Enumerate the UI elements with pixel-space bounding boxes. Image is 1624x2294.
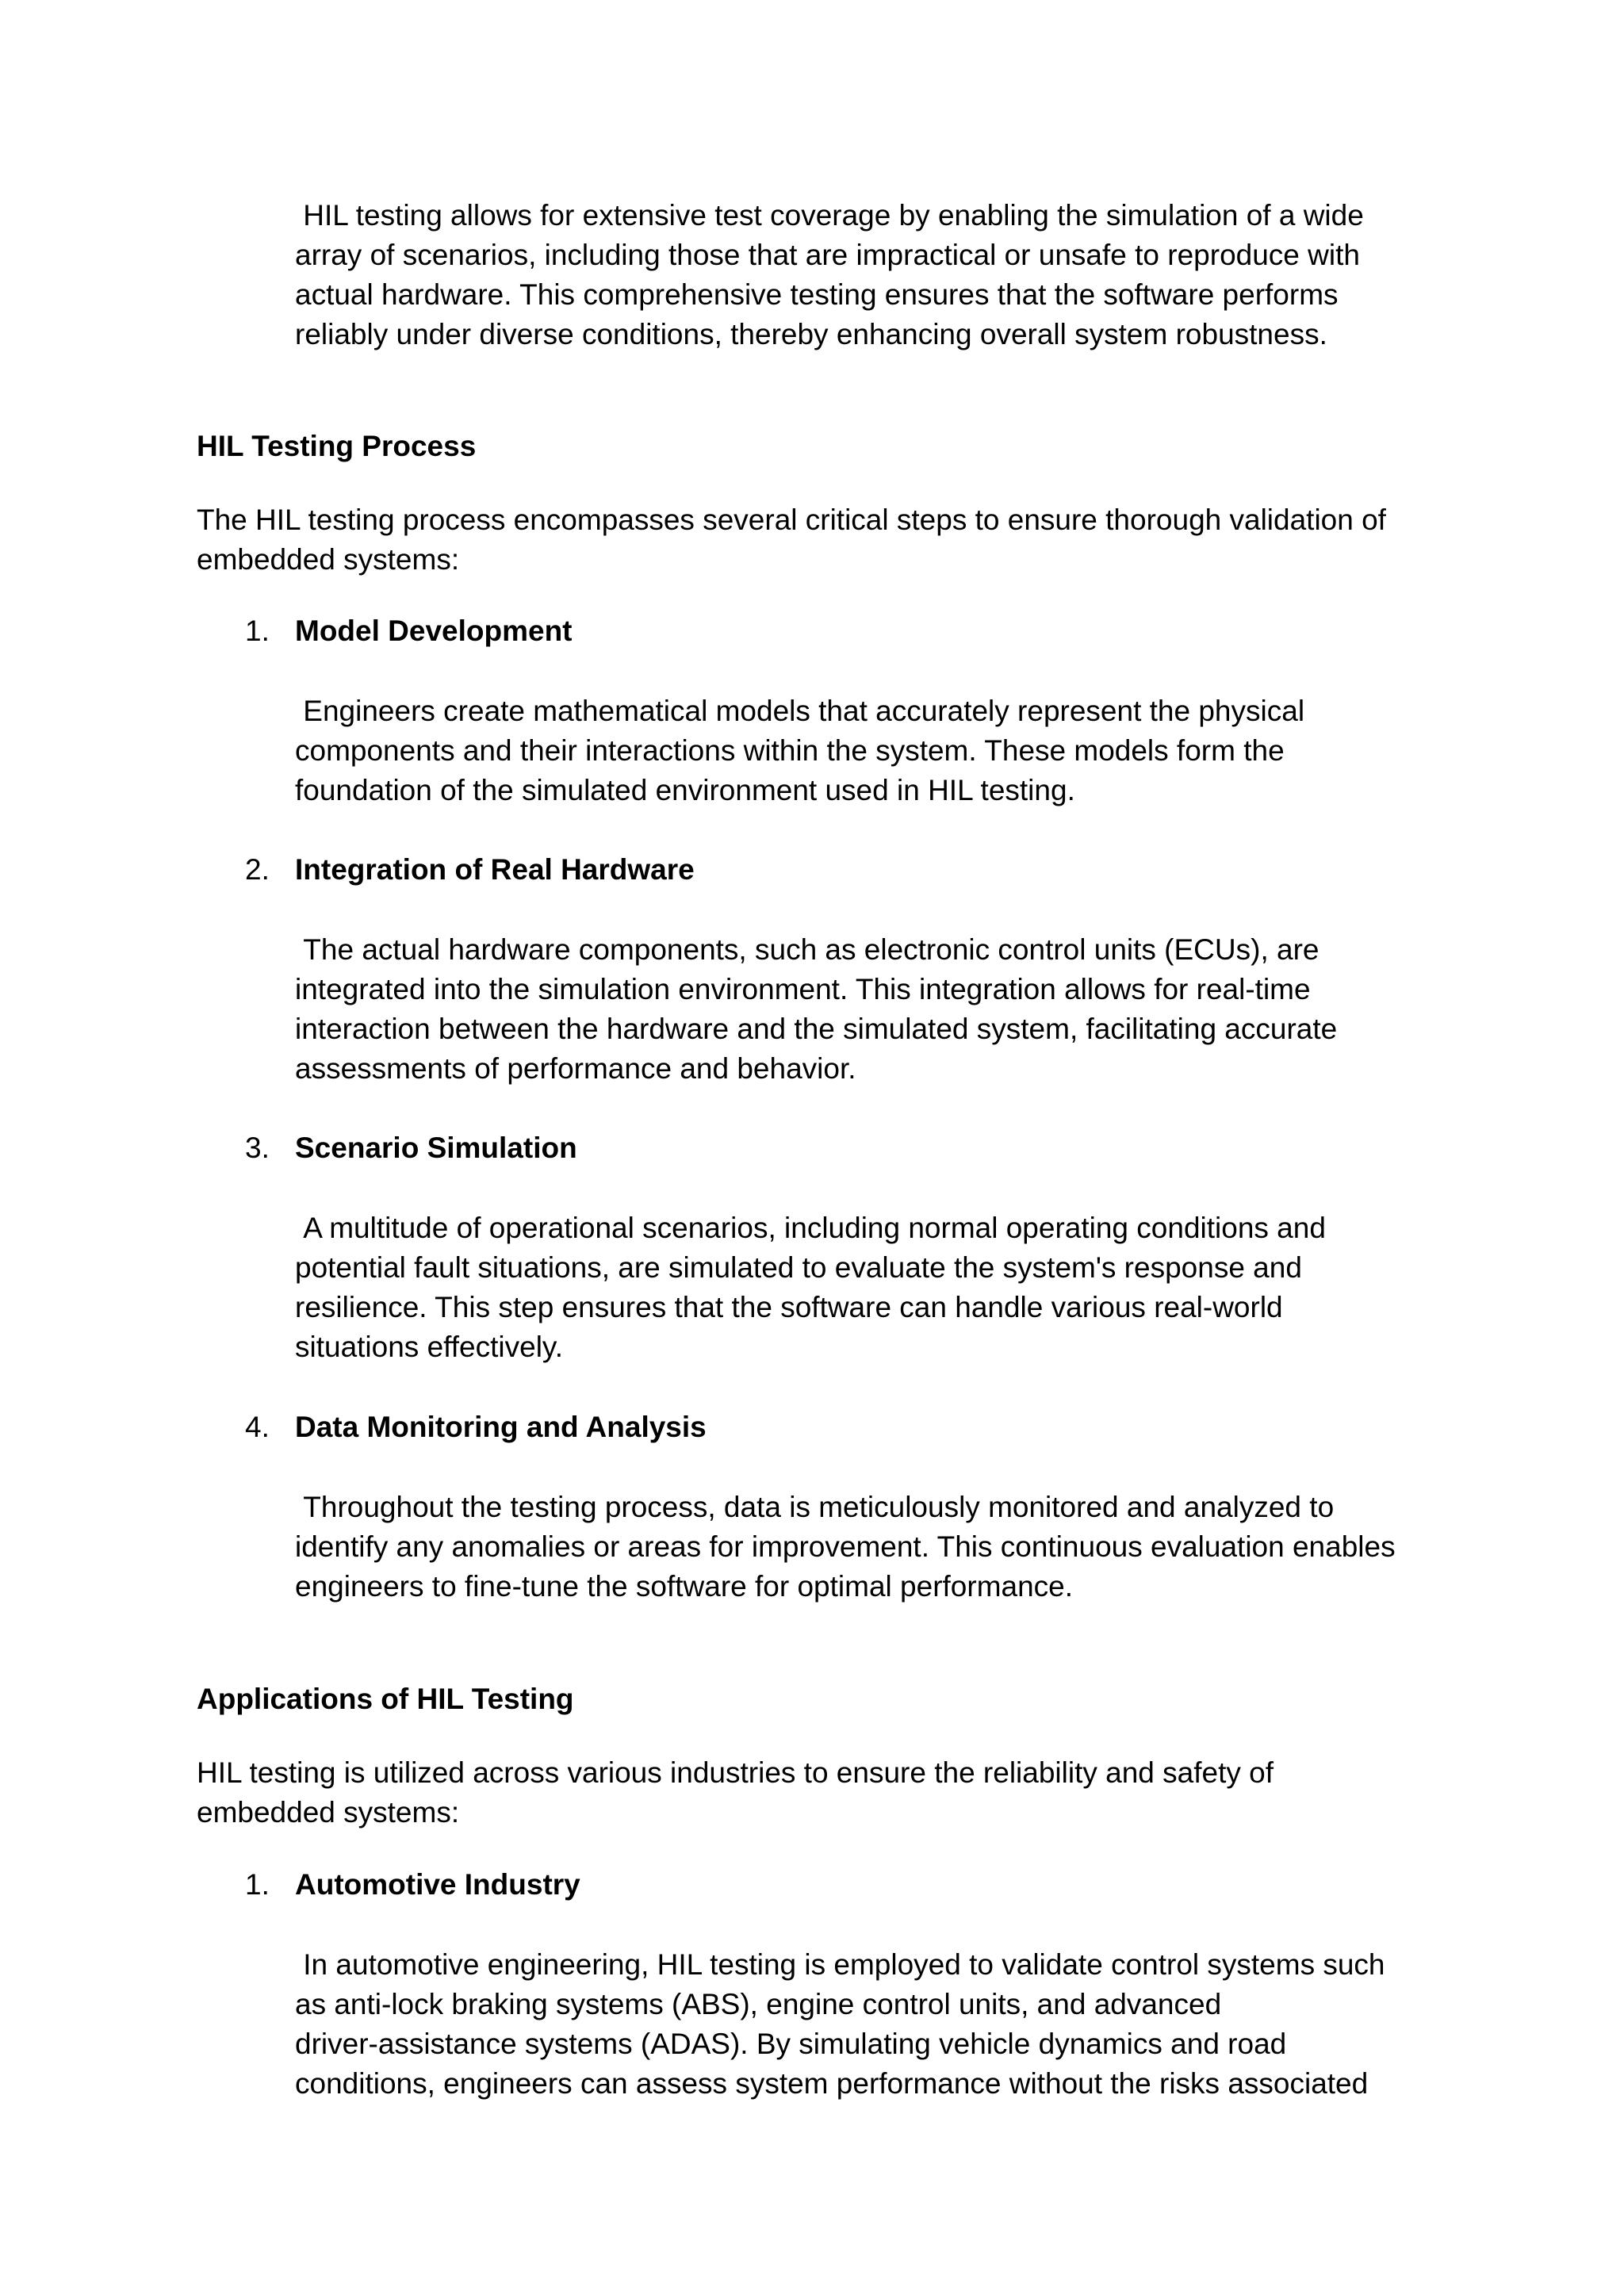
process-item-4 (245, 1407, 707, 1447)
list-item-title: Data Monitoring and Analysis (295, 1411, 707, 1443)
list-number: 2. (245, 853, 270, 886)
list-number: 1. (245, 615, 270, 647)
list-item-title: Automotive Industry (295, 1868, 580, 1901)
applications-item-1 (245, 1865, 580, 1905)
intro-paragraph: HIL testing allows for extensive test coverage by enabling the simulation of a wide array of scenarios, including those that are impractical or unsafe to reproduce with actual hardware. This comprehensive testing ensures that the software performs reliably under diverse conditions, thereby enhancing overall system robustness. (295, 199, 1364, 350)
list-item-title: Scenario Simulation (295, 1132, 577, 1164)
list-item-title: Integration of Real Hardware (295, 853, 695, 886)
process-item-3-body: A multitude of operational scenarios, including normal operating conditions and potential fault situations, are simulated to evaluate the system's response and resilience. This step ensures that the software can handle various real-world situations effectively. (295, 1212, 1326, 1363)
process-intro: The HIL testing process encompasses several critical steps to ensure thorough validation of embedded systems: (197, 504, 1386, 576)
process-item-1-body: Engineers create mathematical models that accurately represent the physical components and their interactions within the system. These models form the foundation of the simulated environment used in HIL testing. (295, 695, 1305, 806)
list-number: 4. (245, 1411, 270, 1443)
process-item-1 (245, 611, 573, 651)
applications-intro: HIL testing is utilized across various industries to ensure the reliability and safety of embedded systems: (197, 1756, 1274, 1829)
list-number: 3. (245, 1132, 270, 1164)
applications-item-1-body: In automotive engineering, HIL testing is employed to validate control systems such as anti-lock braking systems (ABS), engine control units, and advanced driver-assistance systems (ADAS). By simulating vehicle dynamics and road conditions, engineers can assess system performance without the risks associated (295, 1948, 1385, 2100)
process-item-2-body: The actual hardware components, such as electronic control units (ECUs), are integrated into the simulation environment. This integration allows for real-time interaction between the hardware and the simulated system, facilitating accurate assessments of performance and behavior. (295, 933, 1338, 1085)
process-heading: HIL Testing Process (197, 430, 477, 462)
list-number: 1. (245, 1868, 270, 1901)
applications-heading: Applications of HIL Testing (197, 1683, 574, 1715)
list-item-title: Model Development (295, 615, 573, 647)
process-item-4-body: Throughout the testing process, data is meticulously monitored and analyzed to identify any anomalies or areas for improvement. This continuous evaluation enables engineers to fine-tune the software for optimal performance. (295, 1491, 1396, 1603)
process-item-3 (245, 1128, 577, 1168)
process-item-2 (245, 850, 695, 890)
